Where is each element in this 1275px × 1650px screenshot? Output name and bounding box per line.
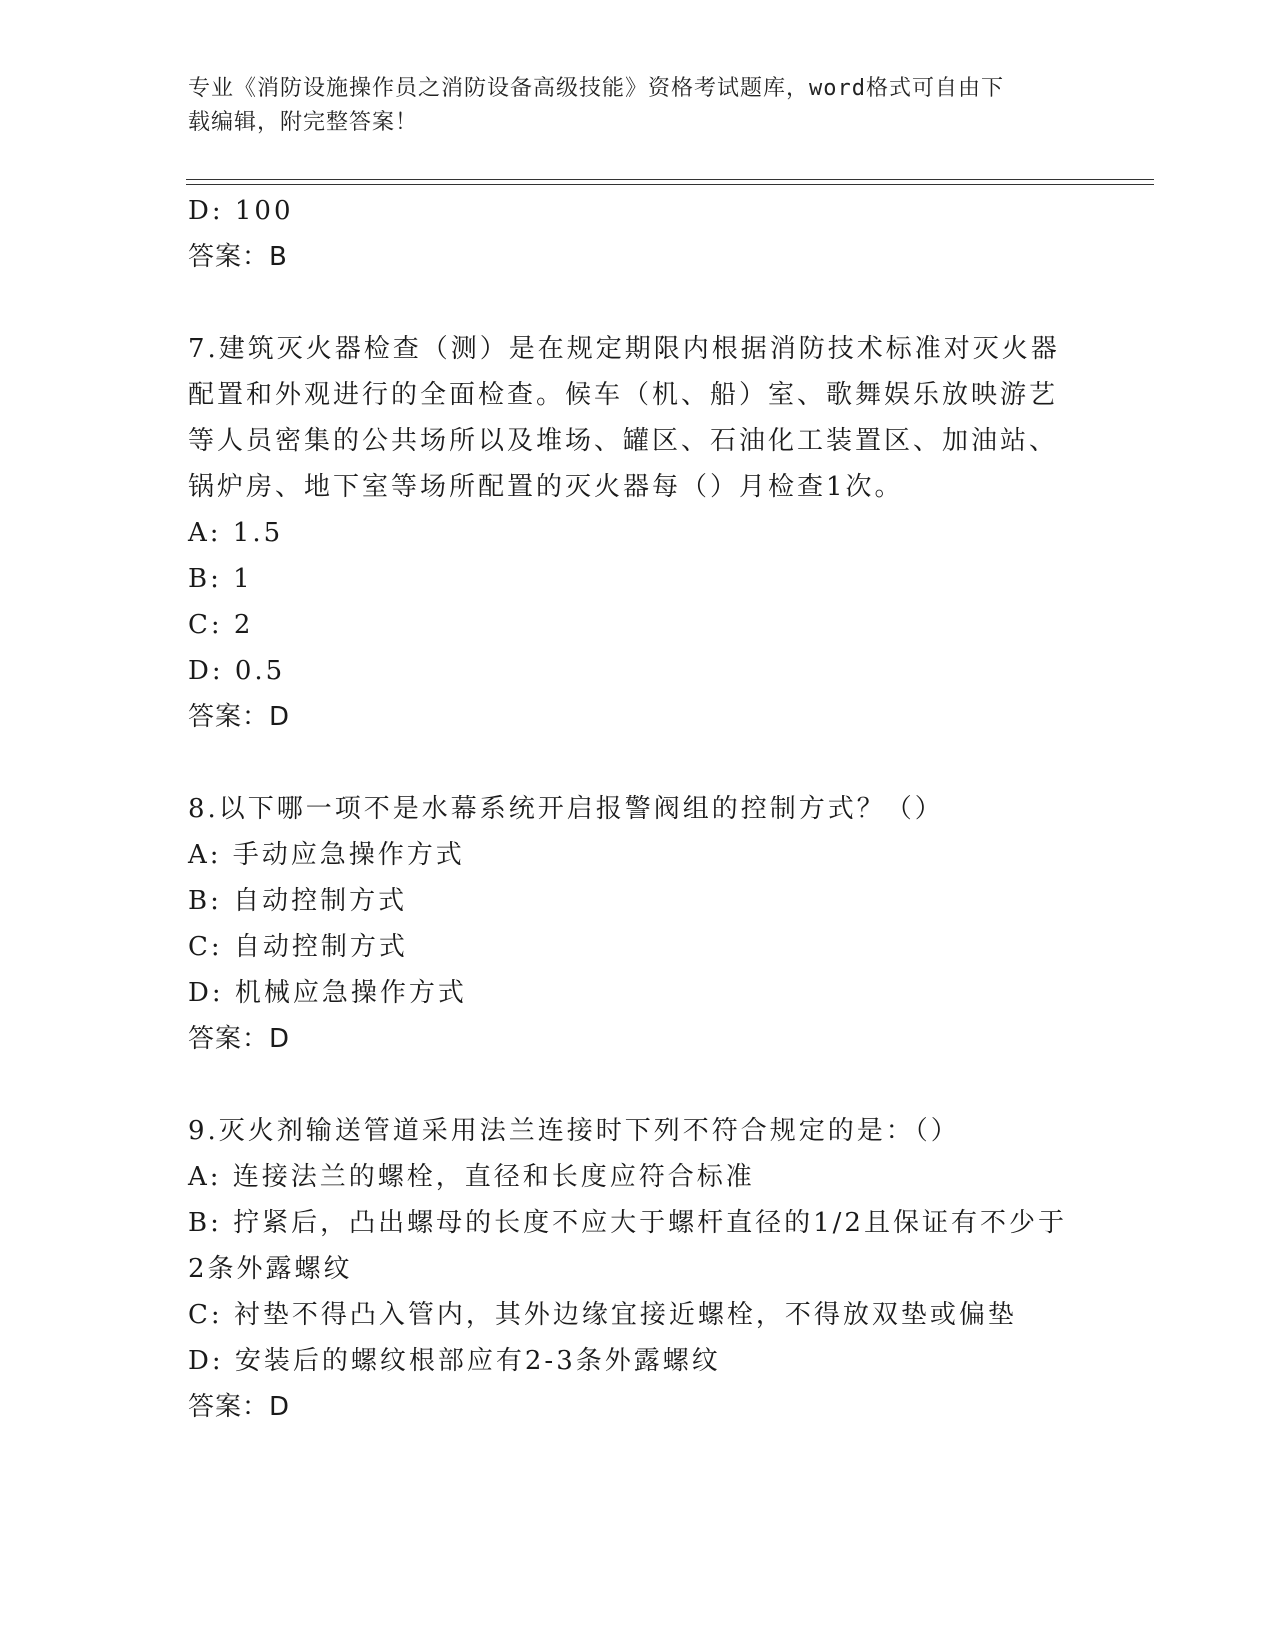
q9-option-d: D: 安装后的螺纹根部应有2-3条外露螺纹 (188, 1346, 721, 1376)
q7-answer: 答案：D (188, 702, 291, 732)
q9-option-b-line-2: 2条外露螺纹 (188, 1254, 353, 1284)
spacer (188, 1062, 1088, 1108)
document-body (188, 188, 1088, 1430)
q8-option-b: B: 自动控制方式 (188, 886, 408, 916)
q7-stem-line-4: 锅炉房、地下室等场所配置的灭火器每（）月检查1次。 (188, 472, 904, 502)
q7-stem-line-1: 7.建筑灭火器检查（测）是在规定期限内根据消防技术标准对灭火器 (188, 334, 1060, 364)
q8-option-d: D: 机械应急操作方式 (188, 978, 467, 1008)
spacer (188, 280, 1088, 326)
q7-option-d: D: 0.5 (188, 656, 286, 686)
q6-option-d: D: 100 (188, 196, 294, 226)
q8-option-c: C: 自动控制方式 (188, 932, 408, 962)
q9-option-a: A: 连接法兰的螺栓，直径和长度应符合标准 (188, 1162, 755, 1192)
q7-stem-line-2: 配置和外观进行的全面检查。候车（机、船）室、歌舞娱乐放映游艺 (188, 380, 1059, 410)
header-rule-top (186, 179, 1154, 180)
q9-option-b-line-1: B: 拧紧后，凸出螺母的长度不应大于螺杆直径的1/2且保证有不少于 (188, 1208, 1067, 1238)
q8-stem: 8.以下哪一项不是水幕系统开启报警阀组的控制方式？（） (188, 794, 944, 824)
q7-option-a: A: 1.5 (188, 518, 284, 548)
q7-stem-line-3: 等人员密集的公共场所以及堆场、罐区、石油化工装置区、加油站、 (188, 426, 1059, 456)
spacer (188, 740, 1088, 786)
document-header (188, 72, 1068, 140)
q9-option-c: C: 衬垫不得凸入管内，其外边缘宜接近螺栓，不得放双垫或偏垫 (188, 1300, 1017, 1330)
header-line-2: 载编辑，附完整答案！ (188, 110, 419, 135)
header-line-1: 专业《消防设施操作员之消防设备高级技能》资格考试题库，word格式可自由下 (188, 76, 1004, 101)
q8-answer: 答案：D (188, 1024, 291, 1054)
q7-option-b: B: 1 (188, 564, 253, 594)
q9-stem: 9.灭火剂输送管道采用法兰连接时下列不符合规定的是：（） (188, 1116, 960, 1146)
q7-option-c: C: 2 (188, 610, 254, 640)
q6-answer: 答案：B (188, 242, 288, 272)
q9-answer: 答案：D (188, 1392, 291, 1422)
q8-option-a: A: 手动应急操作方式 (188, 840, 465, 870)
header-rule-bottom (186, 184, 1154, 185)
